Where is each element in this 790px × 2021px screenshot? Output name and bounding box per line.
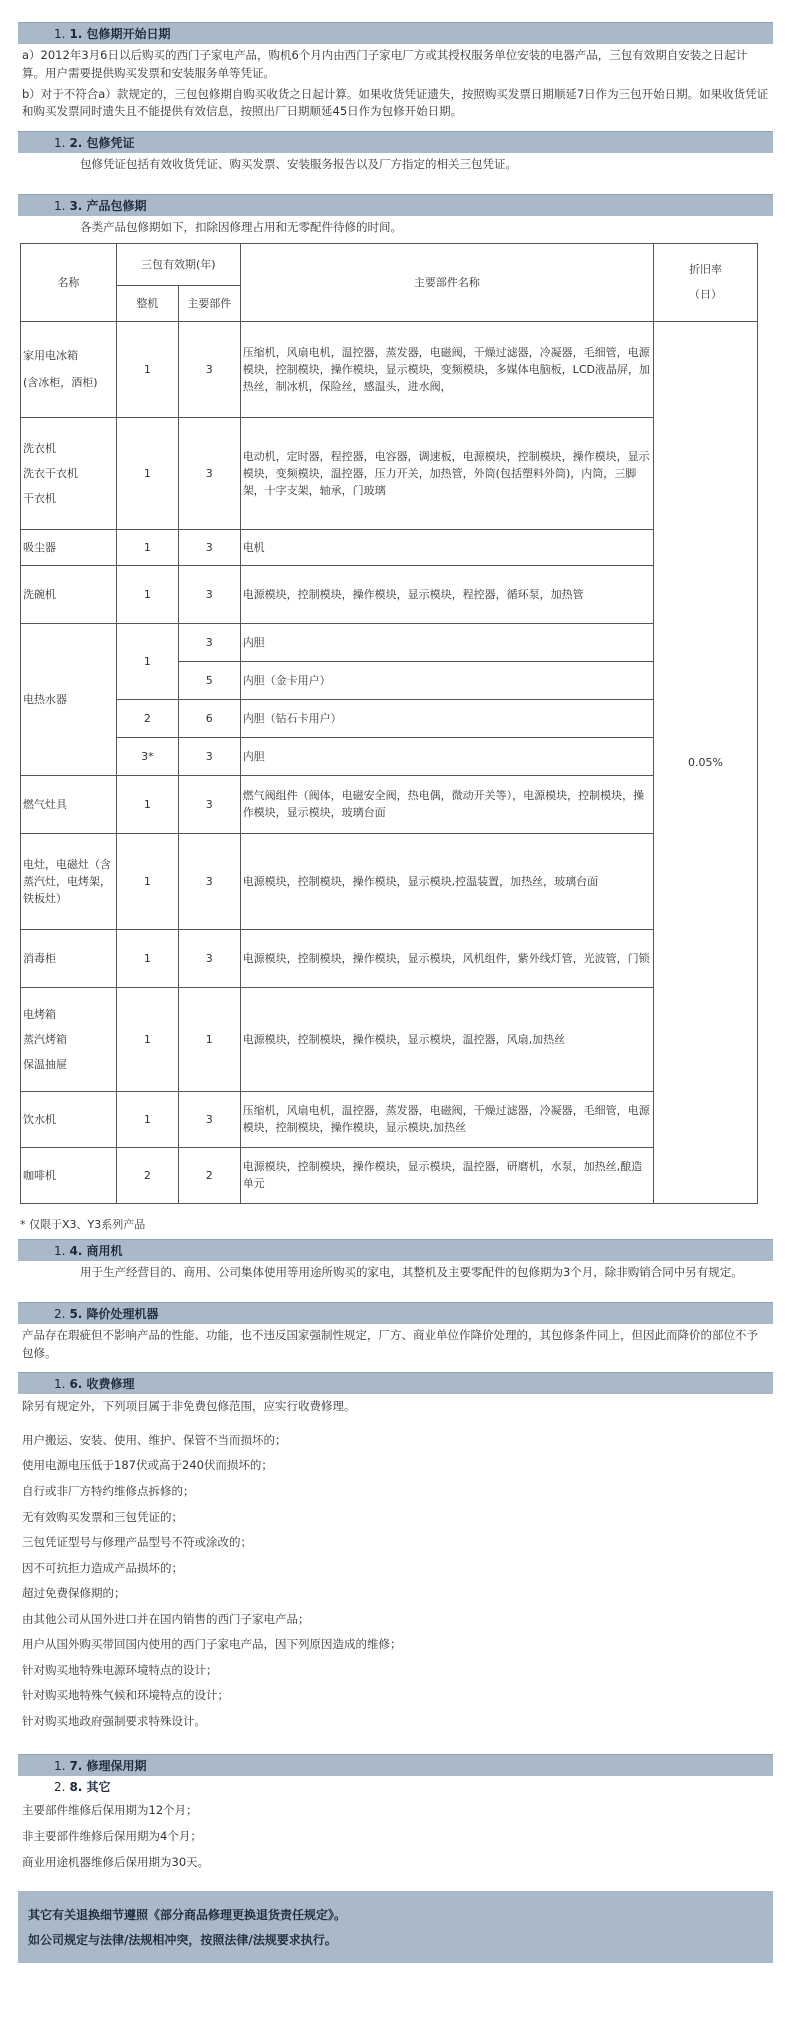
section-title: 4. 商用机: [69, 1243, 123, 1258]
other-list: [18, 1798, 773, 1875]
discounted-text: 产品存在瑕疵但不影响产品的性能、功能，也不违反国家强制性规定，厂方、商业单位作降价处理的，其包修条件同上，但因此而降价的部位不予包修。: [22, 1327, 758, 1360]
list-item: 商业用途机器维修后保用期为30天。: [22, 1854, 210, 1869]
section-header-product-warranty: 1. 3. 产品包修期: [18, 194, 773, 216]
product-name: 电热水器: [21, 623, 117, 775]
header-main: 主要部件: [178, 285, 240, 321]
list-item: 超过免费保修期的；: [22, 1586, 126, 1601]
header-period: 三包有效期(年): [116, 243, 240, 285]
header-whole: 整机: [116, 285, 178, 321]
warranty-table: [20, 243, 758, 1204]
list-item: 针对购买地特殊气候和环境特点的设计；: [22, 1688, 229, 1703]
list-item: 针对购买地政府强制要求特殊设计。: [22, 1713, 206, 1728]
voucher-text: 包修凭证包括有效收货凭证、购买发票、安装服务报告以及厂方指定的相关三包凭证。: [80, 157, 517, 172]
table-row: 5 内胆（金卡用户）: [21, 661, 758, 699]
table-row: 饮水机 1 3 压缩机，风扇电机，温控器，蒸发器，电磁阀，干燥过滤器，冷凝器，毛细管，电源模块，控制模块，操作模块，显示模块,加热丝: [21, 1091, 758, 1147]
section-title: 1. 包修期开始日期: [69, 27, 171, 41]
section-title: 3. 产品包修期: [69, 199, 147, 214]
product-name: 电烤箱 蒸汽烤箱 保温抽屉: [21, 987, 117, 1091]
section-header-paid-repair: 1. 6. 收费修理: [18, 1372, 773, 1394]
table-row: 家用电冰箱 (含冰柜，酒柜) 1 3 压缩机，风扇电机，温控器，蒸发器，电磁阀，干燥过滤器，冷凝器，毛细管，电源模块，控制模块，操作模块，显示模块，变频模块，多媒体电脑板，LCD液晶屏，加热丝，制冰机，保险丝，感温头，进水阀， 0.05%: [21, 321, 758, 417]
table-row: 消毒柜 1 3 电源模块，控制模块，操作模块，显示模块，风机组件，紫外线灯管，光波管，门锁: [21, 929, 758, 987]
section-header-start-date: 1. 1. 包修期开始日期: [18, 22, 773, 44]
product-name: 消毒柜: [21, 929, 117, 987]
header-rate: 折旧率 （日）: [654, 243, 758, 321]
product-name: 洗衣机 洗衣干衣机 干衣机: [21, 417, 117, 529]
list-item: 无有效购买发票和三包凭证的；: [22, 1509, 183, 1524]
section-header-discounted: 2. 5. 降价处理机器: [18, 1302, 773, 1324]
section-header-repair-guarantee: 1. 7. 修理保用期: [18, 1754, 773, 1776]
section-header-warranty-voucher: 1. 2. 包修凭证: [18, 131, 773, 153]
table-footnote: * 仅限于X3、Y3系列产品: [20, 1217, 146, 1231]
header-name: 名称: [21, 243, 117, 321]
table-row: 电灶，电磁灶（含蒸汽灶，电烤架，铁板灶） 1 3 电源模块，控制模块，操作模块，显示模块,控温装置，加热丝，玻璃台面: [21, 833, 758, 929]
list-item: 由其他公司从国外进口并在国内销售的西门子家电产品；: [22, 1611, 310, 1626]
table-row: 3* 3 内胆: [21, 737, 758, 775]
product-name: 洗碗机: [21, 565, 117, 623]
product-name: 咖啡机: [21, 1147, 117, 1203]
section-title: 7. 修理保用期: [69, 1759, 147, 1774]
table-row: 电热水器 1 3 内胆: [21, 623, 758, 661]
table-row: 咖啡机 2 2 电源模块，控制模块，操作模块，显示模块，温控器，研磨机，水泵，加热丝,酿造单元: [21, 1147, 758, 1203]
list-item: 三包凭证型号与修理产品型号不符或涂改的；: [22, 1535, 252, 1550]
paid-repair-intro: 除另有规定外，下列项目属于非免费包修范围，应实行收费修理。: [22, 1399, 356, 1414]
section-title: 8. 其它: [69, 1780, 111, 1795]
list-item: 用户从国外购买带回国内使用的西门子家电产品，因下列原因造成的维修；: [22, 1637, 402, 1652]
table-row: 洗衣机 洗衣干衣机 干衣机 1 3 电动机，定时器，程控器，电容器，调速板，电源模块，控制模块，操作模块，显示模块，变频模块，温控器，压力开关，加热管，外筒(包括塑料外筒)，内筒，三脚架，十字支架，轴承，门玻璃: [21, 417, 758, 529]
paid-repair-list: [18, 1394, 773, 1734]
product-name: 饮水机: [21, 1091, 117, 1147]
table-row: 吸尘器 1 3 电机: [21, 529, 758, 565]
section-title: 5. 降价处理机器: [69, 1306, 159, 1321]
list-item: 使用电源电压低于187伏或高于240伏而损坏的；: [22, 1458, 273, 1473]
table-row: 电烤箱 蒸汽烤箱 保温抽屉 1 1 电源模块，控制模块，操作模块，显示模块，温控器，风扇,加热丝: [21, 987, 758, 1091]
table-row: 燃气灶具 1 3 燃气阀组件（阀体，电磁安全阀，热电偶，微动开关等），电源模块，控制模块，操作模块，显示模块，玻璃台面: [21, 775, 758, 833]
list-item: 主要部件维修后保用期为12个月；: [22, 1803, 198, 1818]
footer-line: 如公司规定与法律/法规相冲突，按照法律/法规要求执行。: [28, 1933, 337, 1948]
product-name: 吸尘器: [21, 529, 117, 565]
section-header-other: 2. 8. 其它: [18, 1776, 773, 1798]
clause-b: b）对于不符合a）款规定的，三包包修期自购买收货之日起计算。如果收货凭证遗失，按照购买发票日期顺延7日作为三包开始日期。如果收货凭证和购买发票同时遗失且不能提供有效信息，按照出厂日期顺延45日作为包修开始日期。: [22, 86, 769, 119]
warranty-period-intro: 各类产品包修期如下，扣除因修理占用和无零配件待修的时间。: [80, 220, 402, 235]
header-parts: 主要部件名称: [240, 243, 653, 321]
section-header-commercial: 1. 4. 商用机: [18, 1239, 773, 1261]
clause-a: a）2012年3月6日以后购买的西门子家电产品，购机6个月内由西门子家电厂方或其授权服务单位安装的电器产品，三包有效期自安装之日起计算。用户需要提供购买发票和安装服务单等凭证。: [22, 48, 748, 80]
section-title: 2. 包修凭证: [69, 136, 135, 151]
footer-notice: [18, 1891, 773, 1963]
product-name: 燃气灶具: [21, 775, 117, 833]
product-name: 家用电冰箱 (含冰柜，酒柜): [21, 321, 117, 417]
commercial-text: 用于生产经营目的、商用、公司集体使用等用途所购买的家电，其整机及主要零配件的包修期为3个月，除非购销合同中另有规定。: [80, 1264, 743, 1279]
list-item: 针对购买地特殊电源环境特点的设计；: [22, 1662, 218, 1677]
table-row: 洗碗机 1 3 电源模块，控制模块，操作模块，显示模块，程控器，循环泵，加热管: [21, 565, 758, 623]
list-item: 非主要部件维修后保用期为4个月；: [22, 1829, 202, 1844]
table-header-row: [21, 243, 758, 285]
warranty-document: [18, 22, 773, 1963]
list-item: 因不可抗拒力造成产品损坏的；: [22, 1560, 183, 1575]
list-item: 用户搬运、安装、使用、维护、保管不当而损坏的；: [22, 1432, 287, 1447]
table-row: 2 6 内胆（钻石卡用户）: [21, 699, 758, 737]
product-name: 电灶，电磁灶（含蒸汽灶，电烤架，铁板灶）: [21, 833, 117, 929]
depreciation-rate: 0.05%: [654, 321, 758, 1203]
section-title: 6. 收费修理: [69, 1377, 135, 1392]
list-item: 自行或非厂方特约维修点拆修的；: [22, 1484, 195, 1498]
footer-line: 其它有关退换细节遵照《部分商品修理更换退货责任规定》。: [28, 1908, 347, 1923]
